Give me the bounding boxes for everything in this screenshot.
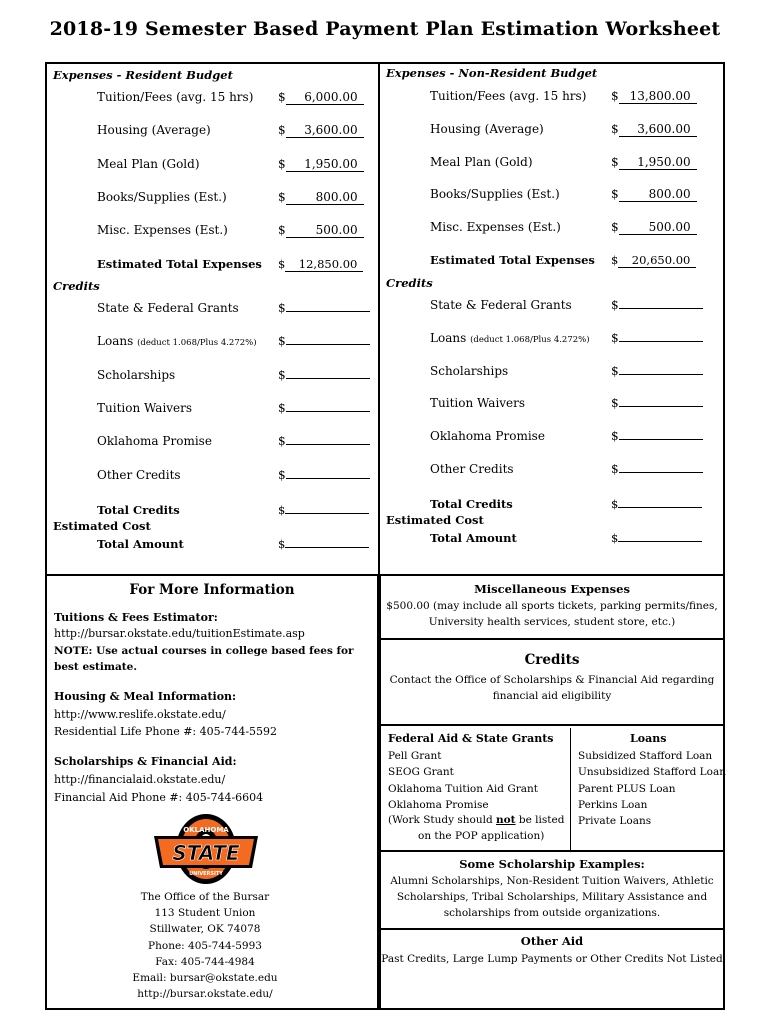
credit-label-text: State & Federal Grants (97, 301, 239, 315)
credit-label-text: Other Credits (430, 462, 514, 476)
total-expenses-row (97, 257, 367, 275)
credit-blank (619, 406, 703, 407)
expense-amount[interactable] (611, 89, 697, 104)
expense-row (430, 220, 700, 238)
work-study-post: be listed (515, 814, 565, 826)
credit-label (97, 434, 212, 448)
credits-info-header: Credits (524, 652, 580, 668)
loan-item: Private Loans (578, 815, 652, 828)
loan-item: Subsidized Stafford Loan (578, 750, 713, 762)
logo-university-text: UNIVERSITY (189, 871, 223, 877)
financial-aid-heading: Scholarships & Financial Aid: (54, 755, 237, 768)
dollar-sign: $ (278, 434, 286, 449)
credit-label (430, 364, 508, 378)
expense-row (97, 123, 367, 141)
total-amount-field[interactable] (611, 531, 702, 545)
dollar-sign: $ (611, 154, 619, 169)
misc-expenses-line-2: University health services, student store, etc.) (428, 616, 676, 628)
expense-value: 1,950.00 (286, 157, 364, 172)
credit-label (97, 301, 239, 315)
other-aid-header: Other Aid (520, 934, 584, 948)
total-credits-field[interactable] (278, 503, 369, 517)
financial-aid-phone: Financial Aid Phone #: 405-744-6604 (54, 791, 264, 804)
credit-blank (619, 472, 703, 473)
credit-amount-field[interactable] (278, 401, 370, 415)
expense-amount[interactable] (278, 157, 364, 172)
total-expenses-label: Estimated Total Expenses (430, 253, 595, 267)
credit-blank (286, 378, 370, 379)
credit-row (97, 401, 367, 419)
expense-row (430, 89, 700, 107)
estimated-cost-label: Estimated Cost (53, 518, 151, 533)
total-credits-label: Total Credits (430, 496, 513, 511)
credit-blank (286, 344, 370, 345)
housing-phone: Residential Life Phone #: 405-744-5592 (54, 725, 278, 738)
dollar-sign: $ (278, 301, 286, 315)
expense-amount[interactable] (611, 187, 697, 202)
total-expenses-amount[interactable] (611, 253, 696, 268)
credit-row (97, 301, 367, 319)
credit-row (430, 331, 700, 349)
dollar-sign: $ (278, 189, 286, 204)
credit-label (430, 462, 514, 476)
total-amount-blank (285, 547, 369, 548)
dollar-sign: $ (611, 429, 619, 444)
page-title: 2018-19 Semester Based Payment Plan Estimation Worksheet (49, 18, 721, 40)
expense-amount[interactable] (278, 190, 364, 205)
expense-row (430, 155, 700, 173)
total-amount-label: Total Amount (430, 530, 517, 545)
expense-label: Housing (Average) (430, 121, 544, 136)
expense-amount[interactable] (278, 123, 364, 138)
dollar-sign: $ (278, 502, 286, 517)
note-line-2: best estimate. (54, 661, 137, 673)
credit-row (97, 368, 367, 386)
expense-label: Tuition/Fees (avg. 15 hrs) (97, 90, 254, 104)
credit-label (430, 396, 525, 410)
tuition-estimator-link[interactable]: http://bursar.okstate.edu/tuitionEstimate.asp (54, 627, 305, 640)
expense-value: 500.00 (619, 220, 697, 235)
credit-blank (286, 411, 370, 412)
credit-label-text: Loans (97, 334, 134, 349)
credit-amount-field[interactable] (611, 298, 703, 312)
credit-amount-field[interactable] (611, 396, 703, 410)
dollar-sign: $ (278, 400, 286, 415)
credit-label-text: Scholarships (97, 367, 176, 382)
expense-row (97, 190, 367, 208)
oklahoma-state-logo (150, 812, 262, 886)
aid-divider (570, 728, 571, 850)
expense-amount[interactable] (611, 122, 697, 137)
misc-expenses-header: Miscellaneous Expenses (474, 582, 630, 596)
credits-info-line-2: financial aid eligibility (492, 690, 612, 702)
total-amount-label: Total Amount (97, 536, 184, 551)
work-study-line-1 (388, 812, 564, 828)
loans-note: (deduct 1.068/Plus 4.272%) (137, 338, 257, 349)
loans-header: Loans (630, 732, 667, 745)
credit-row (430, 364, 700, 382)
credit-row (97, 434, 367, 452)
dollar-sign: $ (611, 330, 619, 345)
total-credits-label: Total Credits (97, 502, 180, 517)
credit-blank (286, 478, 370, 479)
grants-header: Federal Aid & State Grants (388, 732, 554, 745)
bursar-office-line: Fax: 405-744-4984 (155, 955, 255, 968)
loans-note: (deduct 1.068/Plus 4.272%) (470, 334, 590, 345)
total-expenses-value: 20,650.00 (618, 253, 696, 268)
credit-label-text: State & Federal Grants (430, 298, 572, 312)
housing-link[interactable]: http://www.reslife.okstate.edu/ (54, 708, 226, 721)
dollar-sign: $ (611, 187, 619, 202)
grant-item: Oklahoma Tuition Aid Grant (388, 782, 538, 795)
dollar-sign: $ (278, 367, 286, 382)
logo-oklahoma-text: OKLAHOMA (183, 826, 229, 834)
total-expenses-amount[interactable] (278, 257, 363, 272)
expense-amount[interactable] (611, 220, 697, 235)
credit-row (430, 396, 700, 414)
credit-row (97, 468, 367, 486)
grant-item: Pell Grant (388, 750, 442, 762)
bursar-office-line: The Office of the Bursar (140, 891, 270, 903)
expense-label: Tuition/Fees (avg. 15 hrs) (430, 89, 587, 103)
expense-value: 3,600.00 (286, 123, 364, 138)
credit-label (97, 334, 257, 348)
credit-amount-field[interactable] (611, 331, 703, 345)
scholarship-examples-line-1: Alumni Scholarships, Non-Resident Tuition Waivers, Athletic (390, 875, 714, 887)
credit-amount-field[interactable] (611, 429, 703, 443)
credit-label (97, 368, 175, 382)
expense-label: Misc. Expenses (Est.) (97, 223, 228, 238)
total-expenses-row (430, 253, 700, 271)
scholarship-examples-line-3: scholarships from outside organizations. (443, 907, 661, 919)
credit-label-text: Oklahoma Promise (97, 434, 212, 449)
credit-row (430, 462, 700, 480)
other-aid-line: Past Credits, Large Lump Payments or Other Credits Not Listed (381, 953, 723, 965)
credit-blank (619, 439, 703, 440)
total-credits-blank (618, 507, 702, 508)
total-amount-row (97, 537, 367, 555)
column-divider (378, 62, 380, 576)
dollar-sign: $ (611, 298, 619, 312)
estimated-cost-label: Estimated Cost (386, 512, 484, 527)
dollar-sign: $ (611, 396, 619, 411)
expense-label: Books/Supplies (Est.) (97, 189, 227, 204)
credit-label (97, 401, 192, 415)
credit-label-text: Scholarships (430, 363, 509, 378)
expense-amount[interactable] (611, 155, 697, 170)
dollar-sign: $ (278, 536, 286, 551)
dollar-sign: $ (278, 156, 286, 171)
scholarship-examples-line-2: Scholarships, Tribal Scholarships, Military Assistance and (396, 891, 708, 903)
expense-row (430, 187, 700, 205)
financial-aid-link[interactable]: http://financialaid.okstate.edu/ (54, 773, 226, 786)
credit-blank (619, 374, 703, 375)
work-study-line-2: on the POP application) (418, 830, 545, 842)
more-info-header: For More Information (129, 582, 295, 598)
expense-label: Meal Plan (Gold) (430, 154, 533, 169)
dollar-sign: $ (611, 121, 619, 136)
bursar-office-line: 113 Student Union (154, 907, 256, 920)
credit-amount-field[interactable] (611, 364, 703, 378)
misc-expenses-line-1: $500.00 (may include all sports tickets, parking permits/fines, (386, 600, 718, 612)
credit-label (430, 429, 545, 443)
total-expenses-label: Estimated Total Expenses (97, 256, 262, 271)
total-amount-blank (618, 541, 702, 542)
credit-amount-field[interactable] (278, 434, 370, 448)
expense-value: 800.00 (619, 187, 697, 202)
dollar-sign: $ (278, 90, 286, 104)
dollar-sign: $ (278, 123, 286, 138)
nonresident-budget-header: Expenses - Non-Resident Budget (386, 66, 598, 80)
grant-item: SEOG Grant (388, 766, 454, 779)
dollar-sign: $ (611, 462, 619, 476)
expense-amount[interactable] (278, 223, 364, 238)
credit-row (430, 429, 700, 447)
credit-blank (286, 311, 370, 312)
credit-blank (619, 341, 703, 342)
expense-value: 800.00 (286, 190, 364, 205)
expense-value: 13,800.00 (619, 89, 697, 104)
expense-row (97, 90, 367, 108)
credits-header: Credits (386, 276, 433, 290)
resident-budget-header: Expenses - Resident Budget (53, 68, 233, 82)
dollar-sign: $ (278, 334, 286, 349)
loan-item: Perkins Loan (578, 798, 648, 811)
credit-amount-field[interactable] (278, 468, 370, 482)
note-line-1: NOTE: Use actual courses in college based fees for (54, 645, 354, 657)
credit-label-text: Oklahoma Promise (430, 429, 545, 444)
housing-heading: Housing & Meal Information: (54, 690, 237, 703)
dollar-sign: $ (611, 253, 619, 267)
credit-amount-field[interactable] (278, 368, 370, 382)
credits-header: Credits (53, 279, 100, 293)
expense-label: Misc. Expenses (Est.) (430, 220, 561, 235)
loan-item: Parent PLUS Loan (578, 782, 676, 795)
credit-amount-field[interactable] (611, 462, 703, 476)
dollar-sign: $ (278, 467, 286, 482)
dollar-sign: $ (611, 220, 619, 235)
credit-amount-field[interactable] (278, 334, 370, 348)
expense-value: 1,950.00 (619, 155, 697, 170)
bursar-office-line[interactable]: http://bursar.okstate.edu/ (137, 988, 273, 1001)
expense-label: Meal Plan (Gold) (97, 156, 200, 171)
credit-label-text: Tuition Waivers (430, 396, 526, 411)
credit-label-text: Tuition Waivers (97, 400, 193, 415)
work-study-pre: (Work Study should (388, 814, 497, 826)
credit-label (97, 468, 181, 482)
dollar-sign: $ (611, 530, 619, 545)
bursar-office-line: Phone: 405-744-5993 (148, 939, 262, 952)
credit-row (430, 298, 700, 316)
credits-info-line-1: Contact the Office of Scholarships & Financial Aid regarding (389, 674, 715, 686)
dollar-sign: $ (611, 363, 619, 378)
expense-label: Housing (Average) (97, 123, 211, 138)
expense-row (97, 157, 367, 175)
expense-row (97, 223, 367, 241)
total-amount-row (430, 531, 700, 549)
total-credits-blank (285, 513, 369, 514)
credit-label-text: Other Credits (97, 467, 181, 482)
expense-value: 6,000.00 (286, 90, 364, 105)
loan-item: Unsubsidized Stafford Loan (578, 766, 726, 779)
dollar-sign: $ (278, 256, 286, 271)
credit-label-text: Loans (430, 330, 467, 345)
credit-row (97, 334, 367, 352)
credit-amount-field[interactable] (278, 301, 370, 315)
bursar-office-line[interactable]: Email: bursar@okstate.edu (132, 972, 278, 984)
dollar-sign: $ (611, 89, 619, 103)
work-study-not: not (496, 814, 516, 826)
expense-value: 500.00 (286, 223, 364, 238)
dollar-sign: $ (278, 223, 286, 238)
bursar-office-line: Stillwater, OK 74078 (149, 923, 261, 936)
total-amount-field[interactable] (278, 537, 369, 551)
expense-row (430, 122, 700, 140)
expense-value: 3,600.00 (619, 122, 697, 137)
scholarship-examples-header: Some Scholarship Examples: (459, 857, 645, 871)
total-expenses-value: 12,850.00 (285, 257, 363, 272)
expense-amount[interactable] (278, 90, 364, 105)
total-credits-field[interactable] (611, 497, 702, 511)
credit-blank (286, 444, 370, 445)
credit-label (430, 331, 590, 345)
credit-blank (619, 308, 703, 309)
tuition-estimator-heading: Tuitions & Fees Estimator: (54, 611, 218, 624)
logo-state-text: STATE (172, 841, 240, 865)
grant-item: Oklahoma Promise (388, 798, 489, 811)
credit-label (430, 298, 572, 312)
dollar-sign: $ (611, 496, 619, 511)
expense-label: Books/Supplies (Est.) (430, 187, 560, 202)
